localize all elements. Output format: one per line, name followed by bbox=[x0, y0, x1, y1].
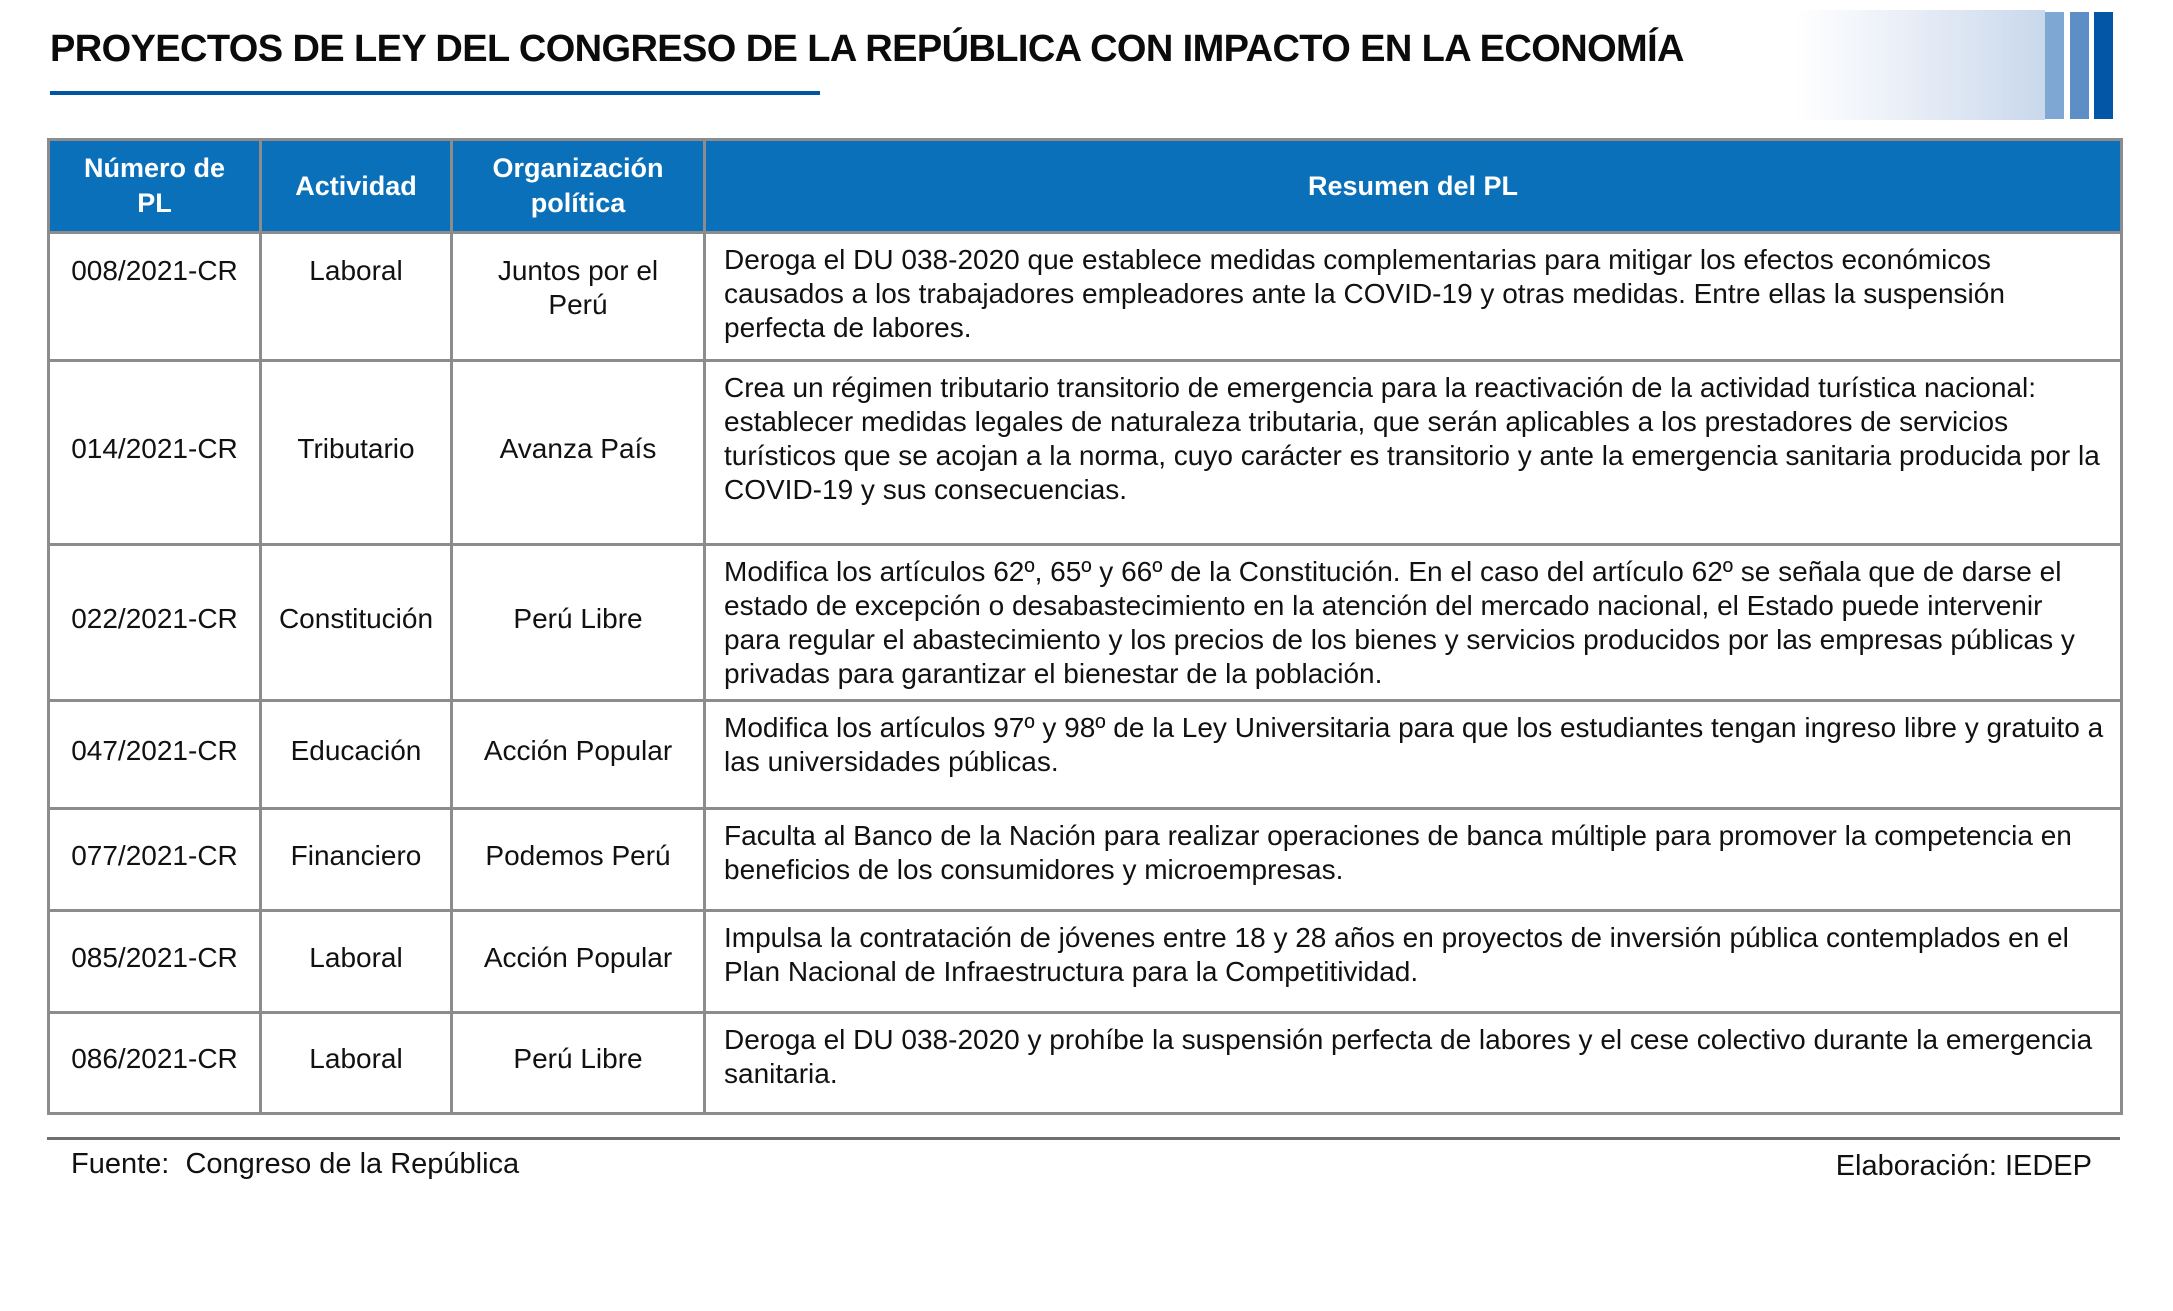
column-header-organizacion: Organización política bbox=[452, 140, 705, 233]
cell-organizacion-politica: Acción Popular bbox=[452, 701, 705, 809]
cell-resumen: Modifica los artículos 62º, 65º y 66º de la Constitución. En el caso del artículo 62º se señala que de darse el estado de excepción o desabastecimiento en la atención del mercado nacional, el Estado puede intervenir para regular el abastecimiento y los precios de los bienes y servicios producidos por las empresas públicas y privadas para garantizar el bienestar de la población. bbox=[705, 545, 2122, 701]
cell-resumen: Modifica los artículos 97º y 98º de la Ley Universitaria para que los estudiantes tengan ingreso libre y gratuito a las universidades públicas. bbox=[705, 701, 2122, 809]
cell-organizacion-politica: Perú Libre bbox=[452, 545, 705, 701]
column-header-numero: Número de PL bbox=[49, 140, 261, 233]
cell-actividad: Financiero bbox=[261, 809, 452, 911]
cell-resumen: Deroga el DU 038-2020 que establece medidas complementarias para mitigar los efectos económicos causados a los trabajadores empleadores ante la COVID-19 y otras medidas. Entre ellas la suspensión perfecta de labores. bbox=[705, 233, 2122, 361]
footer-credit: Elaboración: IEDEP bbox=[1835, 1150, 2092, 1182]
decoration-bar-dark bbox=[2094, 12, 2113, 119]
footer-divider bbox=[47, 1137, 2120, 1140]
cell-numero-pl: 085/2021-CR bbox=[49, 911, 261, 1013]
table-row bbox=[49, 233, 2122, 361]
page-title: PROYECTOS DE LEY DEL CONGRESO DE LA REPÚBLICA CON IMPACTO EN LA ECONOMÍA bbox=[50, 28, 1684, 70]
cell-resumen: Impulsa la contratación de jóvenes entre 18 y 28 años en proyectos de inversión pública contemplados en el Plan Nacional de Infraestructura para la Competitividad. bbox=[705, 911, 2122, 1013]
table-row bbox=[49, 361, 2122, 545]
cell-organizacion-politica: Perú Libre bbox=[452, 1013, 705, 1114]
cell-actividad: Laboral bbox=[261, 1013, 452, 1114]
table-row bbox=[49, 809, 2122, 911]
header-row bbox=[49, 140, 2122, 233]
table-row bbox=[49, 545, 2122, 701]
cell-numero-pl: 086/2021-CR bbox=[49, 1013, 261, 1114]
cell-resumen: Crea un régimen tributario transitorio de emergencia para la reactivación de la actividad turística nacional: establecer medidas legales de naturaleza tributaria, que serán aplicables a los prestadores de servicios turísticos que se acojan a la norma, cuyo carácter es transitorio y ante la emergencia sanitaria producida por la COVID-19 y sus consecuencias. bbox=[705, 361, 2122, 545]
table-row bbox=[49, 1013, 2122, 1114]
cell-resumen: Faculta al Banco de la Nación para realizar operaciones de banca múltiple para promover la competencia en beneficios de los consumidores y microempresas. bbox=[705, 809, 2122, 911]
decoration-gradient bbox=[1795, 10, 2045, 120]
cell-actividad: Laboral bbox=[261, 911, 452, 1013]
cell-organizacion-politica: Avanza País bbox=[452, 361, 705, 545]
cell-numero-pl: 077/2021-CR bbox=[49, 809, 261, 911]
cell-numero-pl: 014/2021-CR bbox=[49, 361, 261, 545]
projects-table bbox=[47, 138, 2123, 1115]
cell-actividad: Laboral bbox=[261, 233, 452, 361]
cell-organizacion-politica: Acción Popular bbox=[452, 911, 705, 1013]
cell-actividad: Constitución bbox=[261, 545, 452, 701]
cell-numero-pl: 022/2021-CR bbox=[49, 545, 261, 701]
table-header bbox=[49, 140, 2122, 233]
decoration-bar-light bbox=[2045, 12, 2064, 119]
header-decoration bbox=[1795, 10, 2110, 120]
cell-organizacion-politica: Podemos Perú bbox=[452, 809, 705, 911]
table-row bbox=[49, 911, 2122, 1013]
cell-actividad: Tributario bbox=[261, 361, 452, 545]
column-header-actividad: Actividad bbox=[261, 140, 452, 233]
decoration-bar-medium bbox=[2070, 12, 2089, 119]
cell-resumen: Deroga el DU 038-2020 y prohíbe la suspensión perfecta de labores y el cese colectivo durante la emergencia sanitaria. bbox=[705, 1013, 2122, 1114]
table-body bbox=[49, 233, 2122, 1114]
cell-actividad: Educación bbox=[261, 701, 452, 809]
cell-numero-pl: 047/2021-CR bbox=[49, 701, 261, 809]
cell-organizacion-politica: Juntos por el Perú bbox=[452, 233, 705, 361]
footer-source: Fuente: Congreso de la República bbox=[71, 1148, 520, 1180]
table-row bbox=[49, 701, 2122, 809]
title-underline bbox=[50, 91, 820, 95]
cell-numero-pl: 008/2021-CR bbox=[49, 233, 261, 361]
column-header-resumen: Resumen del PL bbox=[705, 140, 2122, 233]
